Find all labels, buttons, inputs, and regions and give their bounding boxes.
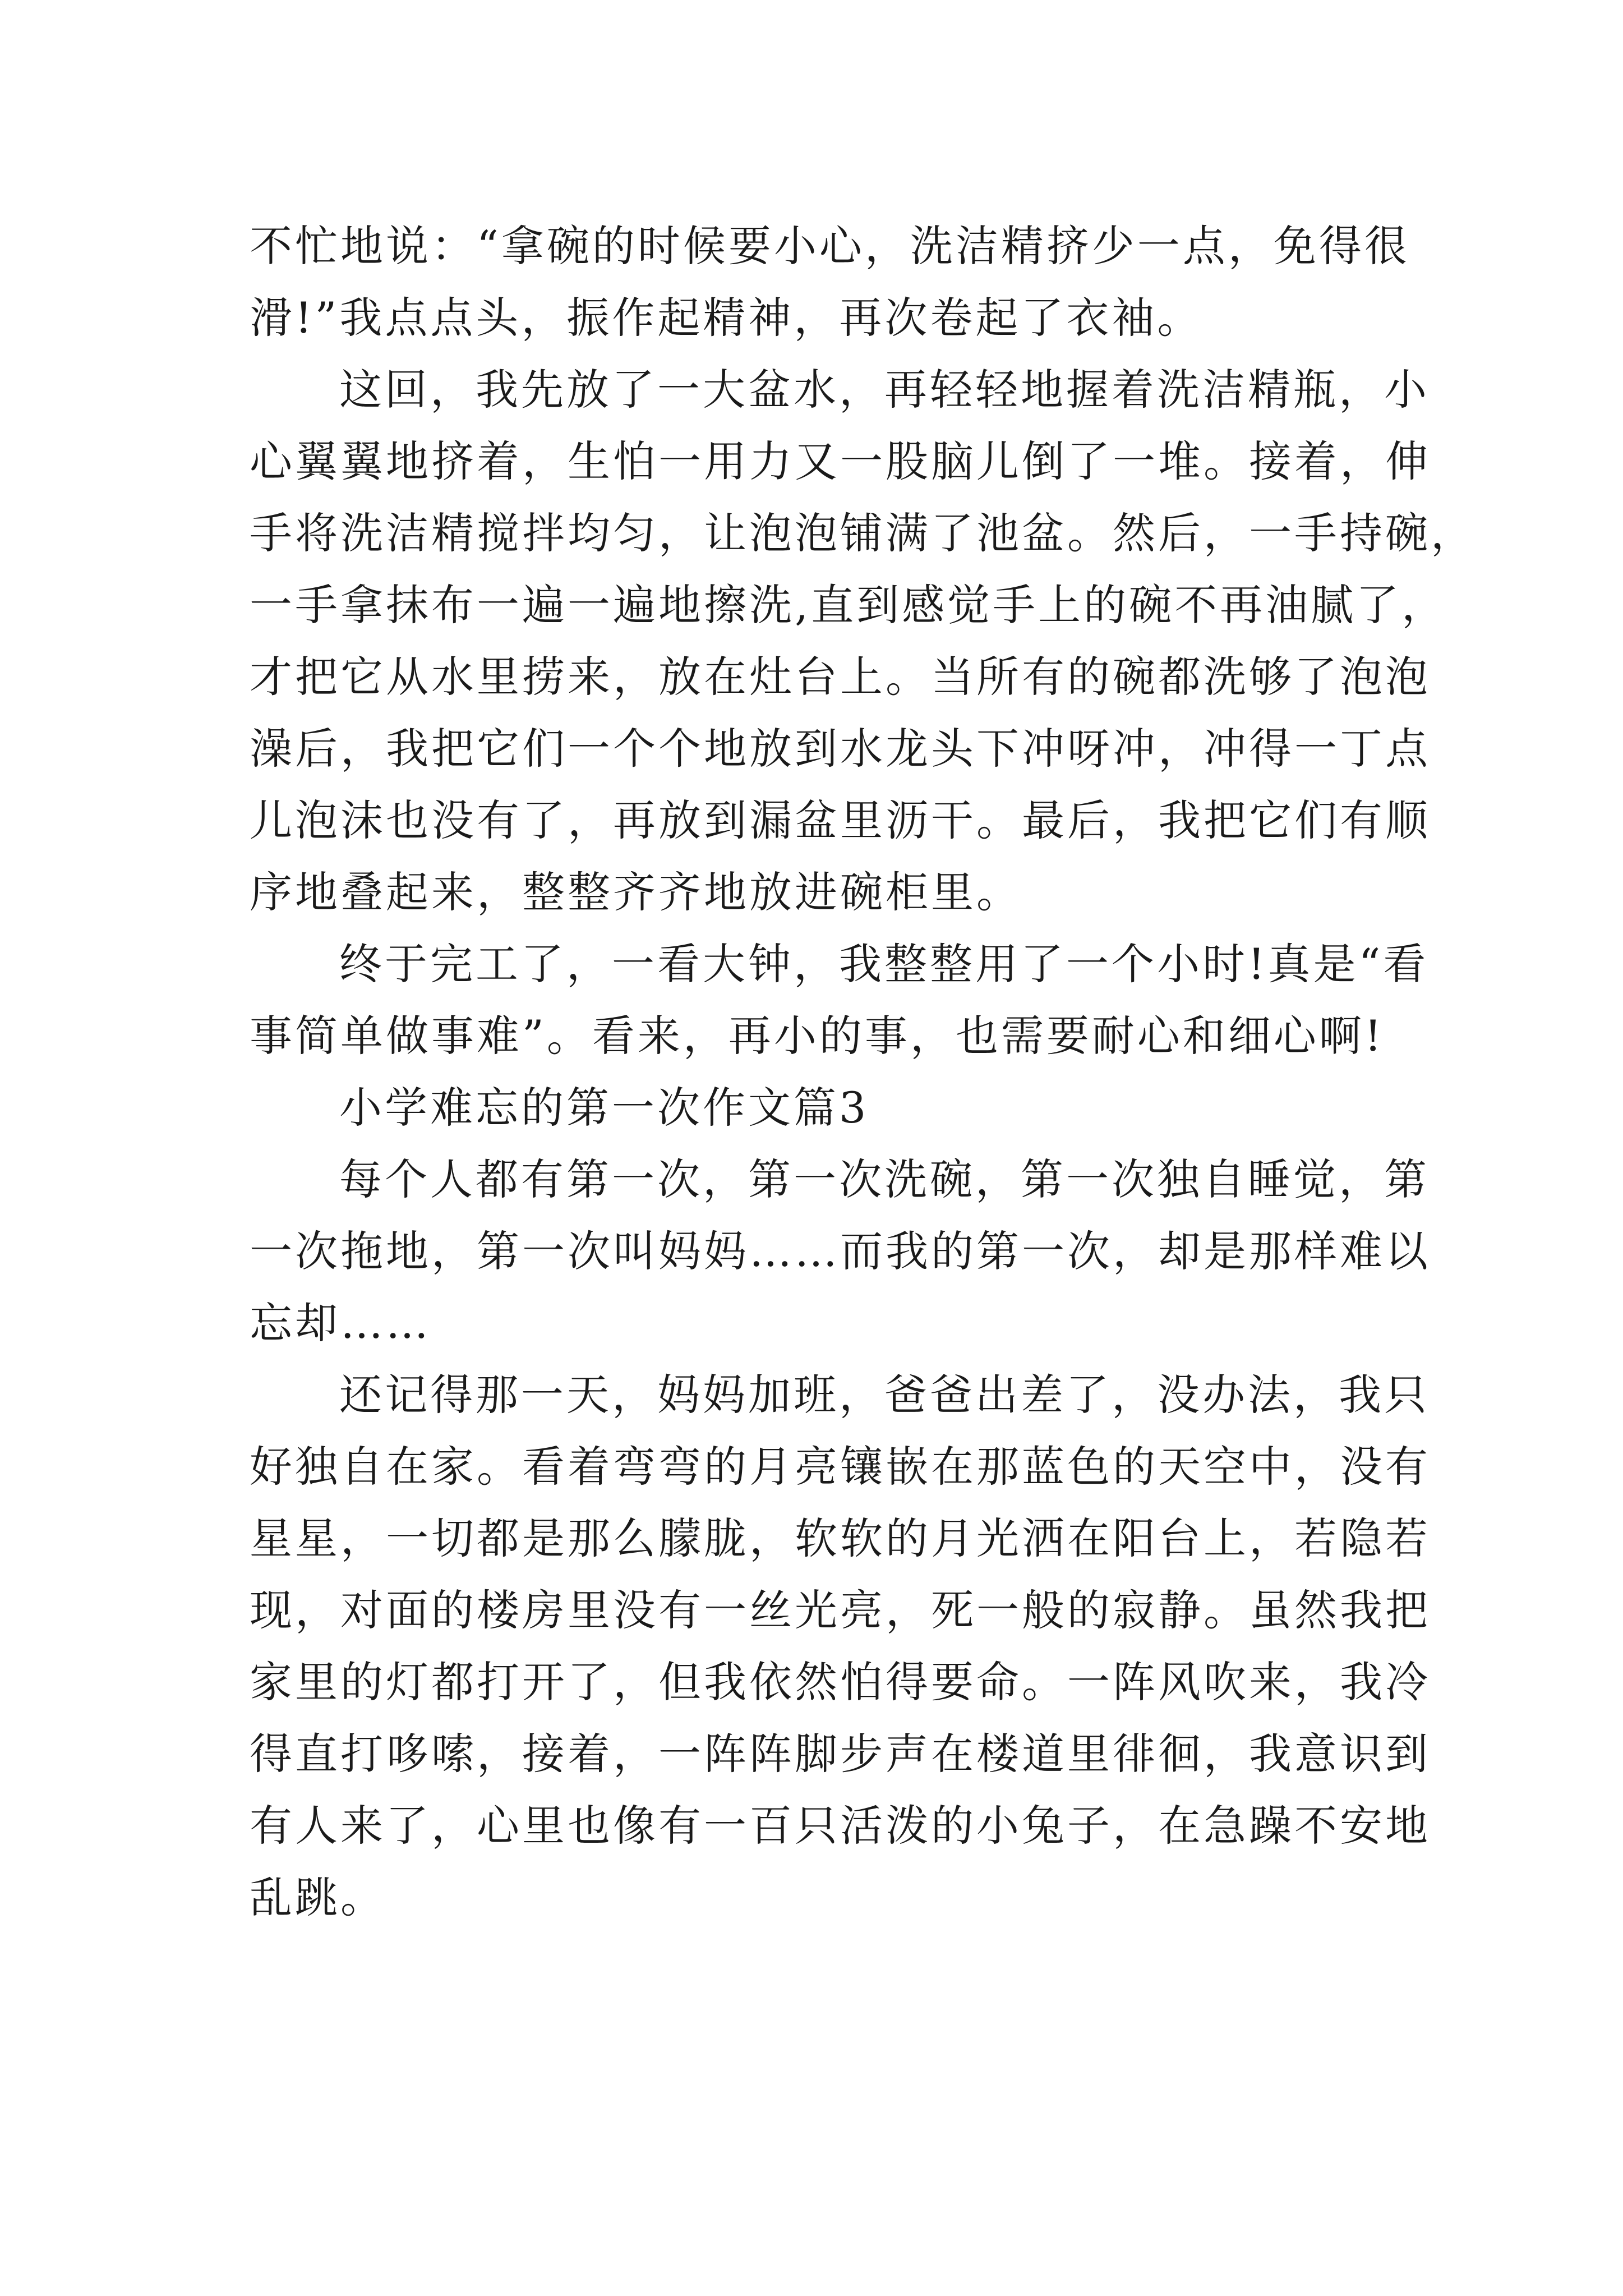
text-line: 儿泡沫也没有了，再放到漏盆里沥干。最后，我把它们有顺 [250, 795, 1431, 845]
text-line: 有人来了，心里也像有一百只活泼的小兔子，在急躁不安地 [250, 1801, 1431, 1851]
text-line: 家里的灯都打开了，但我依然怕得要命。一阵风吹来，我冷 [250, 1657, 1431, 1707]
text-line: 星星，一切都是那么朦胧，软软的月光洒在阳台上，若隐若 [250, 1513, 1431, 1563]
text-line: 事简单做事难”。看来，再小的事，也需要耐心和细心啊! [250, 1011, 1385, 1061]
text-line: 好独自在家。看着弯弯的月亮镶嵌在那蓝色的天空中，没有 [250, 1442, 1431, 1492]
text-line: 一次拖地，第一次叫妈妈……而我的第一次，却是那样难以 [250, 1226, 1431, 1276]
text-line: 心翼翼地挤着，生怕一用力又一股脑儿倒了一堆。接着，伸 [250, 436, 1431, 486]
paragraph-start-line: 每个人都有第一次，第一次洗碗，第一次独自睡觉，第 [339, 1154, 1430, 1204]
text-line: 乱跳。 [250, 1872, 386, 1922]
document-page [250, 210, 1476, 1934]
paragraph-start-line: 这回，我先放了一大盆水，再轻轻地握着洗洁精瓶，小 [339, 365, 1430, 415]
text-line: 一手拿抹布一遍一遍地擦洗,直到感觉手上的碗不再油腻了， [250, 580, 1447, 630]
paragraph-start-line: 还记得那一天，妈妈加班，爸爸出差了，没办法，我只 [339, 1370, 1430, 1420]
text-line: 澡后，我把它们一个个地放到水龙头下冲呀冲，冲得一丁点 [250, 724, 1431, 774]
text-line: 现，对面的楼房里没有一丝光亮，死一般的寂静。虽然我把 [250, 1585, 1431, 1635]
section-heading: 小学难忘的第一次作文篇3 [339, 1083, 869, 1133]
text-line: 才把它从水里捞来，放在灶台上。当所有的碗都洗够了泡泡 [250, 652, 1431, 702]
paragraph-start-line: 终于完工了，一看大钟，我整整用了一个小时!真是“看 [339, 939, 1429, 989]
text-line: 序地叠起来，整整齐齐地放进碗柜里。 [250, 867, 1022, 917]
text-line: 手将洗洁精搅拌均匀，让泡泡铺满了池盆。然后，一手持碗， [250, 508, 1476, 558]
text-line: 忘却…… [250, 1298, 431, 1348]
text-line: 不忙地说：“拿碗的时候要小心，洗洁精挤少一点，免得很 [250, 221, 1410, 271]
text-line: 滑!”我点点头，振作起精神，再次卷起了衣袖。 [250, 293, 1203, 343]
text-line: 得直打哆嗦，接着，一阵阵脚步声在楼道里徘徊，我意识到 [250, 1729, 1431, 1779]
